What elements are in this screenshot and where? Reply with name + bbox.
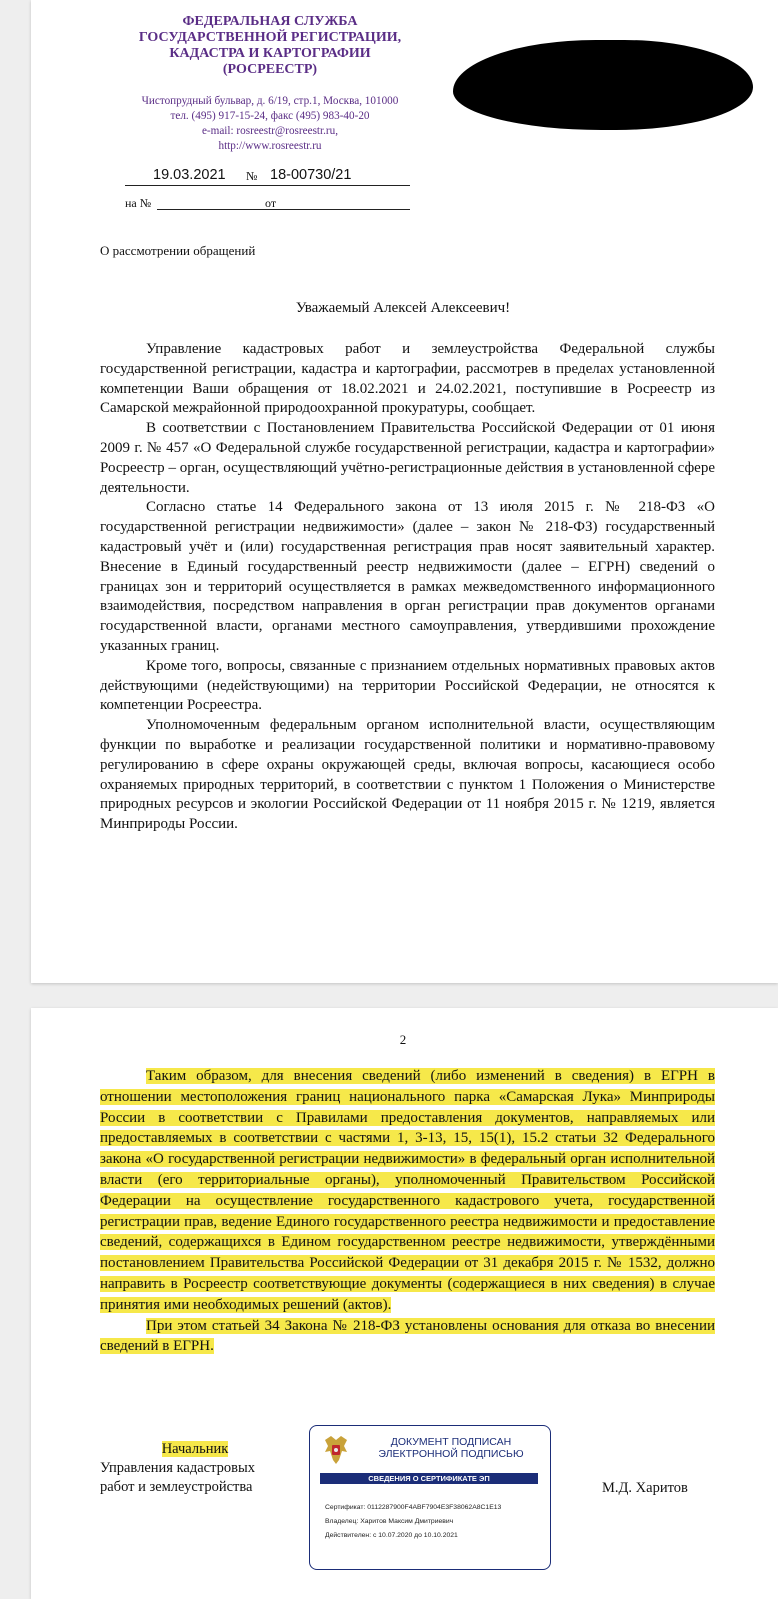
page-number: 2 [399, 1032, 407, 1047]
subject-line: О рассмотрении обращений [100, 243, 256, 258]
from-label: от [265, 196, 277, 210]
highlighted-paragraph [100, 1066, 715, 1316]
from-date-blank [284, 209, 410, 210]
signer-department: Управления кадастровых [100, 1460, 255, 1476]
greeting: Уважаемый Алексей Алексеевич! [295, 300, 511, 316]
letter-body-page1 [100, 340, 715, 835]
stamp-title: ДОКУМЕНТ ПОДПИСАН [390, 1436, 512, 1448]
stamp-header [358, 1436, 544, 1460]
highlight: Таким образом, для внесения сведений (либо изменений в сведения) в ЕГРН в отношении местоположения границ национального парка «Самарская Лука» Минприроды России в соответствии с Правилами предоставления документов, направляемых или предоставляемых в соответствии с частями 1, 3-13, 15, 15(1), 15.2 статьи 32 Федерального закона «О государственной регистрации недвижимости» в федеральный орган исполнительной власти (его территориальные органы), уполномоченный Правительством Российской Федерации на осуществление государственного кадастрового учета, государственной регистрации прав, ведение Единого государственного реестра недвижимости и предоставление сведений, содержащихся в Едином государственном реестре недвижимости, утверждёнными постановлением Правительства Российской Федерации от 31 декабря 2015 г. № 1532, должно направить в Росреестр соответствующие документы (содержащиеся в них сведения) в случае принятия ими необходимых решений (актов). [100, 1068, 715, 1313]
paragraph: Управление кадастровых работ и землеустройства Федеральной службы государственной регистрации, кадастра и картографии, рассмотрев в пределах установленной компетенции Ваши обращения от 18.02.2021 и 24.02.2021, поступившие в Росреестр из Самарской межрайонной природоохранной прокуратуры, сообщает. [100, 341, 715, 417]
stamp-owner: Владелец: Харитов Максим Дмитриевич [325, 1518, 454, 1525]
paragraph: Уполномоченным федеральным органом исполнительной власти, осуществляющим функции по выработке и реализации государственной политики и нормативно-правовому регулированию в сфере охраны окружающей среды, включая вопросы, касающиеся особо охраняемых природных территорий, в соответствии с пунктом 1 Положения о Министерстве природных ресурсов и экологии Российской Федерации от 11 ноября 2015 г. № 1219, является Минприроды России. [100, 717, 715, 833]
org-line: (РОСРЕЕСТР) [222, 62, 318, 77]
e-signature-stamp [309, 1425, 551, 1570]
stamp-cert-bar: СВЕДЕНИЯ О СЕРТИФИКАТЕ ЭП [320, 1473, 538, 1484]
paragraph: Согласно статье 14 Федерального закона от 13 июля 2015 г. № 218-ФЗ «О государственной регистрации недвижимости» (далее – закон № 218-ФЗ) государственный кадастровый учёт и (или) государственная регистрация прав носят заявительный характер. Внесение в Единый государственный реестр недвижимости (далее – ЕГРН) сведений о границах зон и территорий осуществляется в рамках межведомственного информационного взаимодействия, посредством направления в орган регистрации прав документов органами государственной власти, органами местного самоуправления, утвердившими прохождение указанных границ. [100, 499, 715, 654]
signer-department: работ и землеустройства [100, 1479, 253, 1495]
coat-of-arms-icon [322, 1434, 350, 1466]
stamp-certificate: Сертификат: 0112287900F4ABF7904E3F38062A8C1E13 [325, 1504, 502, 1511]
org-line: ГОСУДАРСТВЕННОЙ РЕГИСТРАЦИИ, [138, 30, 402, 45]
org-line: ФЕДЕРАЛЬНАЯ СЛУЖБА [182, 14, 358, 29]
signer-name: М.Д. Харитов [602, 1480, 688, 1496]
highlighted-paragraph [100, 1316, 715, 1358]
signer-position: Начальник [161, 1441, 229, 1457]
paragraph: В соответствии с Постановлением Правительства Российской Федерации от 01 июня 2009 г. № 457 «О Федеральной службе государственной регистрации, кадастра и картографии» Росреестр – орган, осуществляющий учётно-регистрационные действия в установленной сфере деятельности. [100, 420, 715, 496]
address-line: e-mail: rosreestr@rosreestr.ru, [201, 125, 339, 137]
org-line: КАДАСТРА И КАРТОГРАФИИ [169, 46, 371, 61]
letter-body-page2 [100, 1066, 715, 1357]
address-line: тел. (495) 917-15-24, факс (495) 983-40-20 [170, 110, 370, 122]
highlight: При этом статьей 34 Закона № 218-ФЗ установлены основания для отказа во внесении сведений в ЕГРН. [100, 1317, 715, 1355]
stamp-subtitle: ЭЛЕКТРОННОЙ ПОДПИСЬЮ [378, 1448, 524, 1460]
redaction-mark [453, 40, 753, 130]
org-address [100, 94, 440, 154]
document-date-number [125, 167, 410, 186]
stamp-validity: Действителен: с 10.07.2020 до 10.10.2021 [325, 1532, 458, 1539]
signer-title [100, 1440, 290, 1497]
reply-reference [125, 194, 410, 212]
address-line: http://www.rosreestr.ru [218, 140, 322, 152]
on-label: на № [125, 196, 152, 210]
org-header [100, 14, 440, 78]
address-line: Чистопрудный бульвар, д. 6/19, стр.1, Москва, 101000 [141, 95, 399, 107]
paragraph: Кроме того, вопросы, связанные с признанием отдельных нормативных правовых актов действующими (недействующими) на территории Российской Федерации, не относятся к компетенции Росреестра. [100, 657, 715, 714]
number-label: № [246, 169, 258, 183]
document-number: 18-00730/21 [270, 167, 352, 183]
document-date: 19.03.2021 [153, 167, 226, 183]
